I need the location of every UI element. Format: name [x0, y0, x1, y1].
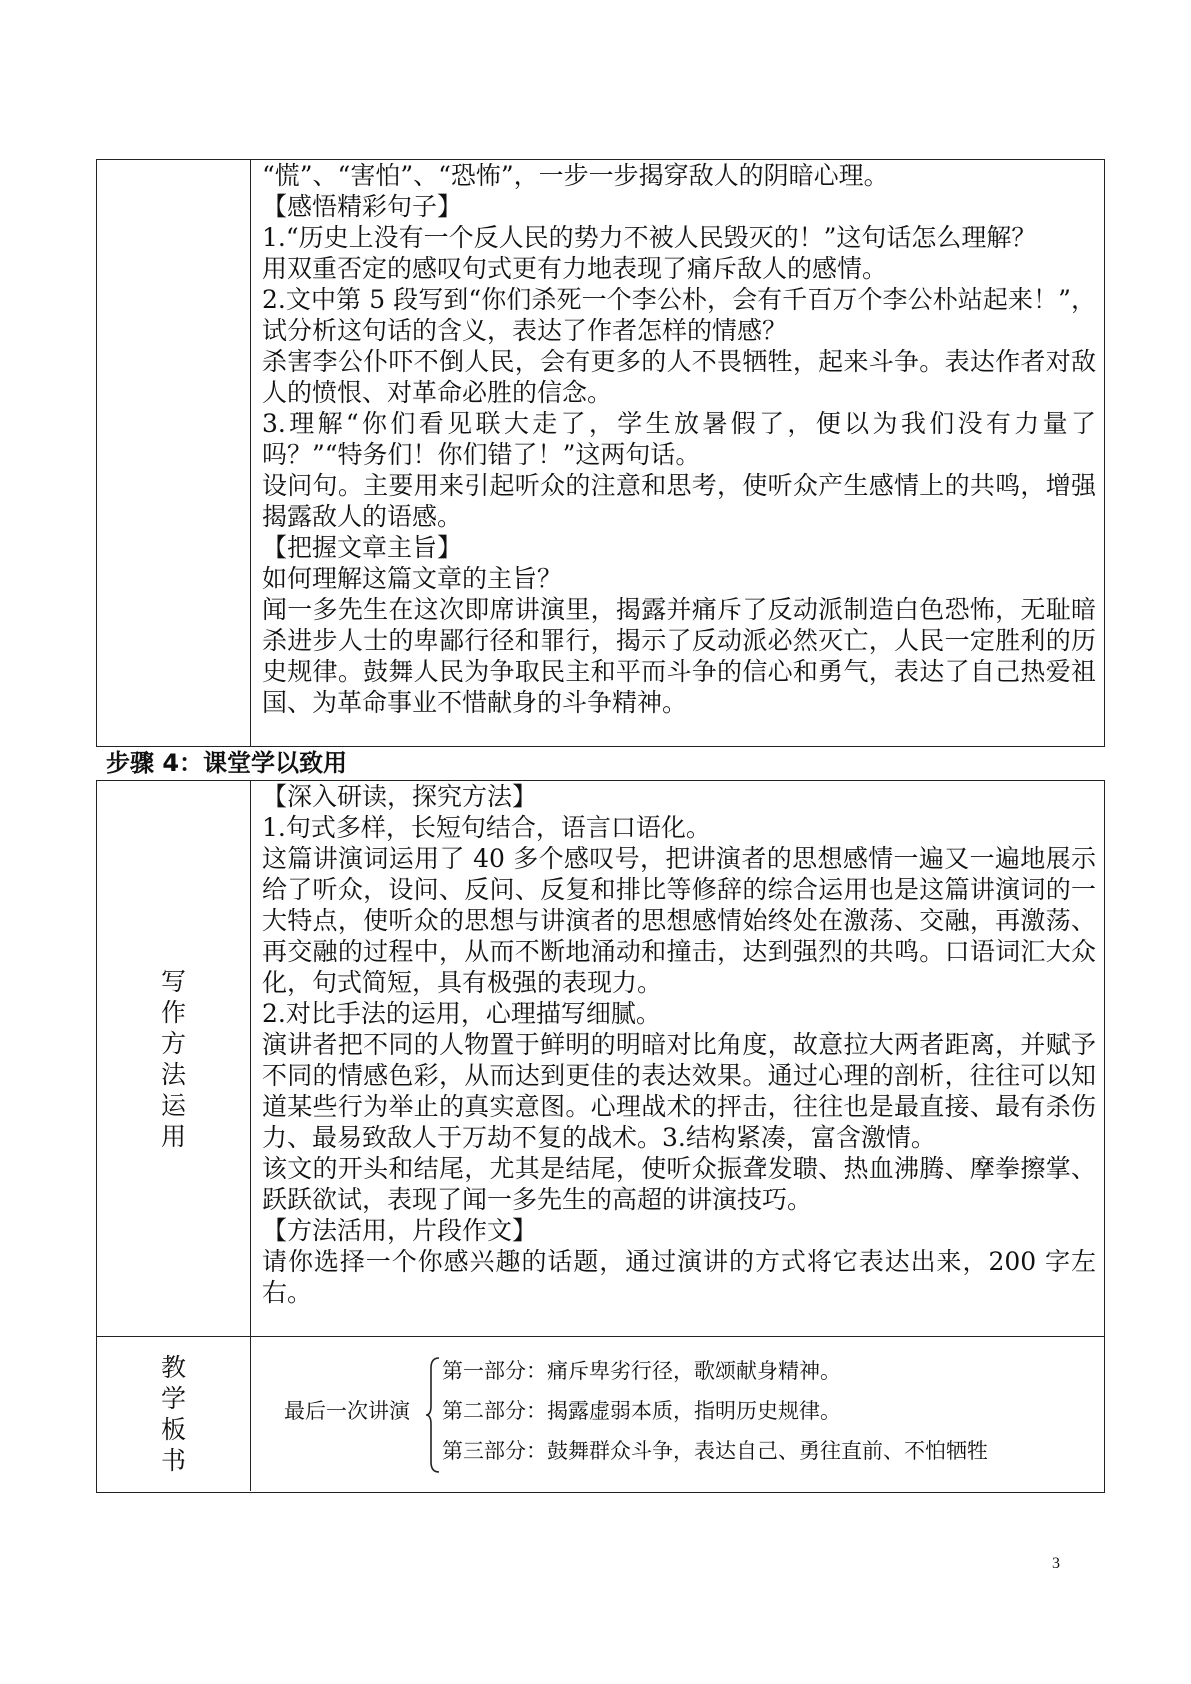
- method-explain-3: 该文的开头和结尾，尤其是结尾，使听众振聋发聩、热血沸腾、摩拳擦掌、跃跃欲试，表现了闻一多先生的高超的讲演技巧。: [262, 1154, 1096, 1214]
- question-2: 2.文中第 5 段写到“你们杀死一个李公朴，会有千百万个李公朴站起来！”，试分析这句话的含义，表达了作者怎样的情感？: [262, 285, 1096, 345]
- blackboard-row: [97, 1337, 1104, 1491]
- text-line: “慌”、“害怕”、“恐怖”，一步一步揭穿敌人的阴暗心理。: [262, 161, 889, 190]
- blackboard-part-1: 第一部分：痛斥卑劣行径，歌颂献身精神。: [442, 1359, 841, 1383]
- label-char: 用: [160, 1121, 186, 1151]
- label-cell-empty: [97, 160, 251, 746]
- label-char: 书: [160, 1446, 186, 1475]
- blackboard-label: [97, 1337, 250, 1491]
- blackboard-topic: 最后一次讲演: [284, 1399, 410, 1423]
- label-char: 方: [160, 1028, 186, 1058]
- label-char: 教: [160, 1353, 186, 1382]
- section-heading-practice: 【方法活用，片段作文】: [262, 1216, 538, 1245]
- label-char: 法: [160, 1059, 186, 1089]
- step4-table: [96, 780, 1105, 1493]
- content-table-continued: [96, 159, 1105, 747]
- step-heading: 步骤 4：课堂学以致用: [106, 749, 348, 777]
- method-explain-2: 演讲者把不同的人物置于鲜明的明暗对比角度，故意拉大两者距离，并赋予不同的情感色彩，从而达到更佳的表达效果。通过心理的剖析，往往可以知道某些行为举止的真实意图。心理战术的抨击，往往也是最直接、最有杀伤力、最易致敌人于万劫不复的战术。3.结构紧凑，富含激情。: [262, 1030, 1096, 1152]
- analysis-cell: [251, 160, 1104, 746]
- theme-answer: 闻一多先生在这次即席讲演里，揭露并痛斥了反动派制造白色恐怖，无耻暗杀进步人士的卑鄙行径和罪行，揭示了反动派必然灭亡，人民一定胜利的历史规律。鼓舞人民为争取民主和平而斗争的信心和勇气，表达了自己热爱祖国、为革命事业不惜献身的斗争精神。: [262, 595, 1096, 717]
- writing-method-label-cell: [97, 781, 251, 1336]
- label-char: 作: [160, 997, 186, 1027]
- label-char: 运: [160, 1090, 186, 1120]
- blackboard-part-3: 第三部分：鼓舞群众斗争，表达自己、勇往直前、不怕牺牲: [442, 1439, 988, 1463]
- label-char: 学: [160, 1384, 186, 1413]
- blackboard-part-2: 第二部分：揭露虚弱本质，指明历史规律。: [442, 1399, 841, 1423]
- blackboard-diagram: [262, 1337, 1096, 1491]
- method-point-1: 1.句式多样，长短句结合，语言口语化。: [262, 813, 711, 842]
- answer-2: 杀害李公仆吓不倒人民，会有更多的人不畏牺牲，起来斗争。表达作者对敌人的愤恨、对革命必胜的信念。: [262, 347, 1096, 407]
- blackboard-content: [251, 1337, 1104, 1491]
- writing-method-row: [97, 781, 1104, 1337]
- writing-method-content: [251, 781, 1104, 1336]
- section-heading-sentences: 【感悟精彩句子】: [262, 192, 463, 221]
- question-1: 1.“历史上没有一个反人民的势力不被人民毁灭的！”这句话怎么理解？: [262, 223, 1037, 252]
- label-char: 板: [160, 1415, 186, 1444]
- section-heading-theme: 【把握文章主旨】: [262, 533, 463, 562]
- theme-question: 如何理解这篇文章的主旨？: [262, 564, 563, 593]
- section-heading-method: 【深入研读，探究方法】: [262, 782, 538, 811]
- answer-3: 设问句。主要用来引起听众的注意和思考，使听众产生感情上的共鸣，增强揭露敌人的语感。: [262, 471, 1096, 531]
- practice-task: 请你选择一个你感兴趣的话题，通过演讲的方式将它表达出来，200 字左右。: [262, 1247, 1096, 1307]
- page-number: 3: [1052, 1555, 1060, 1572]
- writing-method-label: [97, 781, 250, 1336]
- blackboard-label-cell: [97, 1337, 251, 1491]
- answer-1: 用双重否定的感叹句式更有力地表现了痛斥敌人的感情。: [262, 254, 888, 283]
- label-char: 写: [160, 966, 186, 996]
- method-explain-1: 这篇讲演词运用了 40 多个感叹号，把讲演者的思想感情一遍又一遍地展示给了听众，设问、反问、反复和排比等修辞的综合运用也是这篇讲演词的一大特点，使听众的思想与讲演者的思想感情始终处在激荡、交融，再激荡、再交融的过程中，从而不断地涌动和撞击，达到强烈的共鸣。口语词汇大众化，句式简短，具有极强的表现力。: [262, 844, 1096, 997]
- method-point-2: 2.对比手法的运用，心理描写细腻。: [262, 999, 661, 1028]
- question-3: 3.理解“你们看见联大走了，学生放暑假了，便以为我们没有力量了吗？”“特务们！你们错了！”这两句话。: [262, 409, 1096, 469]
- brace-icon: [425, 1356, 441, 1474]
